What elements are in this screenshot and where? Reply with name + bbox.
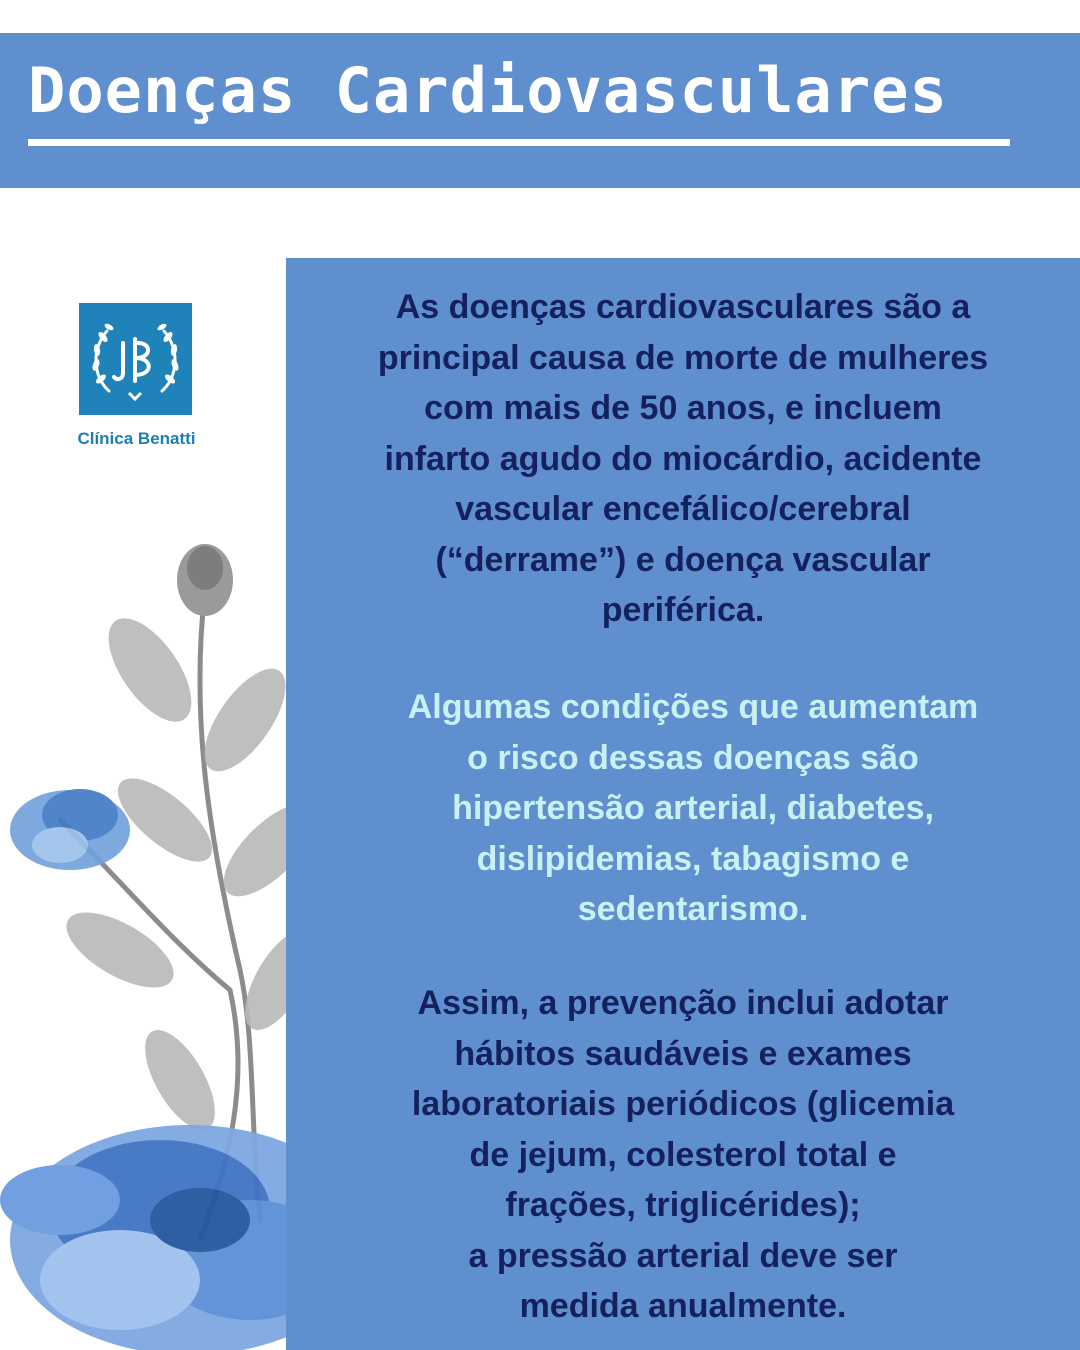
prevention-paragraph: Assim, a prevenção inclui adotar hábitos saudáveis e exames laboratoriais periódicos (glicemia de jejum, colesterol total e frações, triglicérides); a pressão arterial deve ser medida anualmente.: [411, 984, 955, 1325]
clinic-logo: [79, 303, 192, 415]
risk-factors-paragraph: Algumas condições que aumentam o risco dessas doenças são hipertensão arterial, diabetes, dislipidemias, tabagismo e sedentarismo.: [407, 688, 979, 928]
intro-paragraph: As doenças cardiovasculares são a principal causa de morte de mulheres com mais de 50 anos, e incluem infarto agudo do miocárdio, acidente vascular encefálico/cerebral (“derrame”) e doença vascular periférica.: [377, 288, 989, 629]
clinic-wreath-monogram-icon: [79, 303, 192, 415]
logo-caption: Clínica Benatti: [77, 429, 196, 448]
title-underline: [28, 139, 1010, 146]
info-panel: [286, 258, 1080, 1350]
page-title: Doenças Cardiovasculares: [28, 54, 948, 127]
